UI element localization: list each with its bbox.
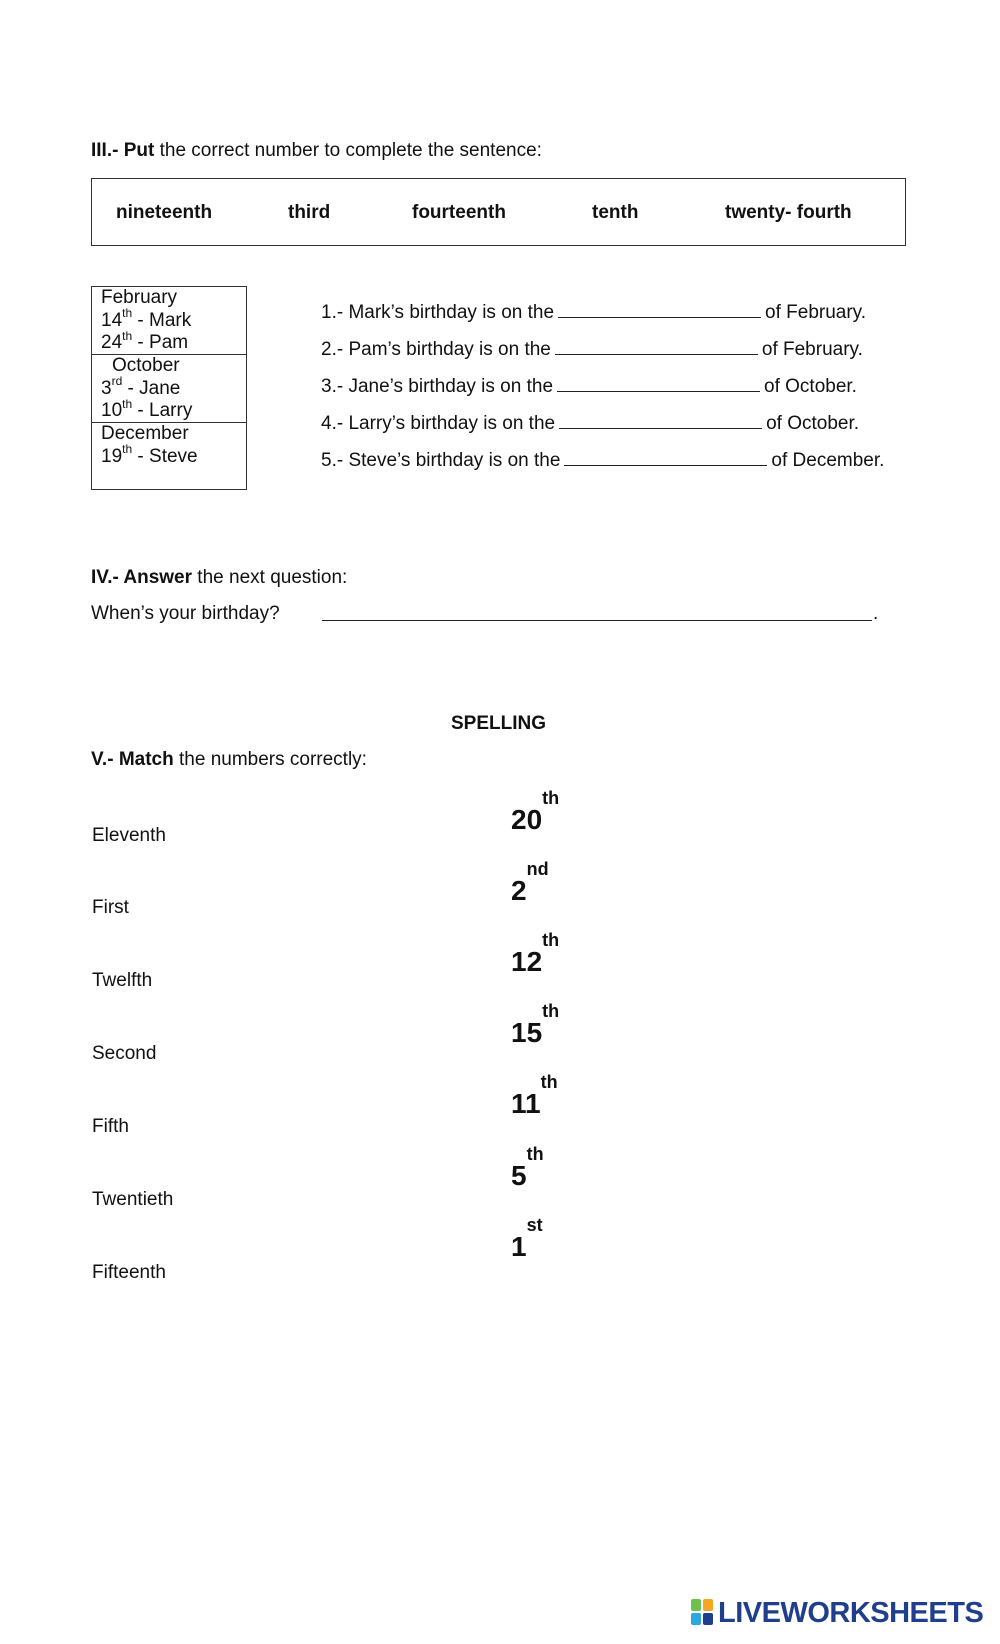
table-entry	[101, 442, 246, 469]
section-3-heading-bold: III.- Put	[91, 140, 155, 161]
entry-name: - Mark	[132, 309, 192, 331]
table-cell-october	[92, 355, 246, 423]
match-word[interactable]: First	[92, 897, 129, 918]
match-number[interactable]	[511, 1144, 544, 1192]
entry-day: 10	[101, 400, 123, 421]
sentence-text: 2.- Pam’s birthday is on the	[321, 339, 551, 360]
answer-blank[interactable]	[558, 302, 761, 318]
number-suffix: th	[540, 1072, 558, 1092]
match-number[interactable]	[511, 859, 549, 907]
number-suffix: th	[542, 788, 560, 808]
table-cell-december	[92, 423, 246, 491]
section-4-heading	[91, 567, 347, 589]
section-3-heading	[91, 140, 542, 162]
table-entry	[101, 396, 246, 423]
entry-name: - Larry	[132, 400, 193, 421]
section-4-heading-bold: IV.- Answer	[91, 567, 193, 588]
sentence-4	[321, 413, 859, 435]
birthday-table	[91, 286, 247, 490]
entry-name: - Steve	[132, 445, 198, 467]
word-bank	[91, 178, 906, 246]
match-word[interactable]: Twelfth	[92, 970, 153, 991]
match-word[interactable]: Eleventh	[92, 825, 166, 846]
entry-suffix: th	[122, 328, 133, 343]
match-number[interactable]	[511, 788, 560, 836]
table-entry	[101, 328, 246, 355]
liveworksheets-logo-icon	[691, 1599, 715, 1627]
answer-blank[interactable]	[557, 376, 760, 392]
number-value: 2	[511, 875, 527, 906]
number-suffix: nd	[526, 859, 549, 879]
entry-suffix: rd	[111, 374, 123, 389]
number-value: 11	[511, 1088, 541, 1119]
entry-name: - Pam	[132, 332, 189, 353]
sentence-text: of February.	[765, 302, 867, 323]
sentence-text: 4.- Larry’s birthday is on the	[321, 413, 556, 434]
sentence-text: of February.	[761, 339, 863, 360]
sentence-1	[321, 302, 866, 324]
number-value: 12	[511, 946, 543, 977]
answer-blank[interactable]	[555, 339, 758, 355]
liveworksheets-logo	[691, 1596, 983, 1630]
section-3-heading-text: the correct number to complete the sentence:	[154, 140, 542, 161]
match-number[interactable]	[511, 1215, 543, 1263]
spelling-title: SPELLING	[451, 713, 547, 734]
sentence-text: 5.- Steve’s birthday is on the	[321, 450, 561, 471]
section-5-heading	[91, 749, 367, 771]
match-number[interactable]	[511, 930, 560, 978]
month-label: December	[101, 423, 189, 444]
answer-period: .	[873, 603, 879, 624]
number-suffix: th	[542, 1001, 560, 1021]
number-value: 1	[511, 1231, 527, 1262]
entry-name: - Jane	[122, 377, 181, 399]
match-number[interactable]	[511, 1072, 558, 1120]
answer-blank[interactable]	[559, 413, 762, 429]
word-bank-item: twenty- fourth	[725, 202, 852, 223]
match-number[interactable]	[511, 1001, 560, 1049]
sentence-5	[321, 450, 884, 472]
sentence-text: 3.- Jane’s birthday is on the	[321, 376, 554, 397]
month-label: October	[112, 355, 180, 376]
number-suffix: th	[542, 930, 560, 950]
section-5-heading-bold: V.- Match	[91, 749, 174, 770]
table-cell-february	[92, 287, 246, 355]
word-bank-item: third	[288, 202, 331, 223]
logo-text: LIVEWORKSHEETS	[718, 1596, 984, 1629]
number-value: 15	[511, 1017, 543, 1048]
match-word[interactable]: Twentieth	[92, 1189, 174, 1210]
match-word[interactable]: Second	[92, 1043, 157, 1064]
number-value: 5	[511, 1160, 527, 1191]
sentence-text: of October.	[766, 413, 860, 434]
birthday-answer-line[interactable]	[322, 603, 872, 621]
entry-day: 3	[101, 377, 112, 399]
section-5-heading-text: the numbers correctly:	[173, 749, 367, 770]
match-word[interactable]: Fifteenth	[92, 1262, 166, 1283]
word-bank-item: fourteenth	[412, 202, 506, 223]
number-value: 20	[511, 804, 543, 835]
sentence-text: 1.- Mark’s birthday is on the	[321, 302, 555, 323]
entry-day: 19	[101, 445, 123, 467]
section-4-heading-text: the next question:	[192, 567, 348, 588]
word-bank-item: tenth	[592, 202, 639, 223]
entry-day: 14	[101, 309, 123, 331]
entry-day: 24	[101, 332, 123, 353]
entry-suffix: th	[122, 442, 133, 457]
birthday-question: When’s your birthday?	[91, 603, 280, 624]
number-suffix: st	[526, 1215, 543, 1235]
entry-suffix: th	[122, 306, 133, 321]
number-suffix: th	[526, 1144, 544, 1164]
month-label: February	[101, 287, 178, 308]
sentence-2	[321, 339, 863, 361]
sentence-3	[321, 376, 857, 398]
word-bank-item: nineteenth	[116, 202, 213, 223]
entry-suffix: th	[122, 396, 133, 411]
sentence-text: of October.	[764, 376, 857, 397]
answer-blank[interactable]	[564, 450, 767, 466]
match-word[interactable]: Fifth	[92, 1116, 129, 1137]
sentence-text: of December.	[771, 450, 885, 471]
